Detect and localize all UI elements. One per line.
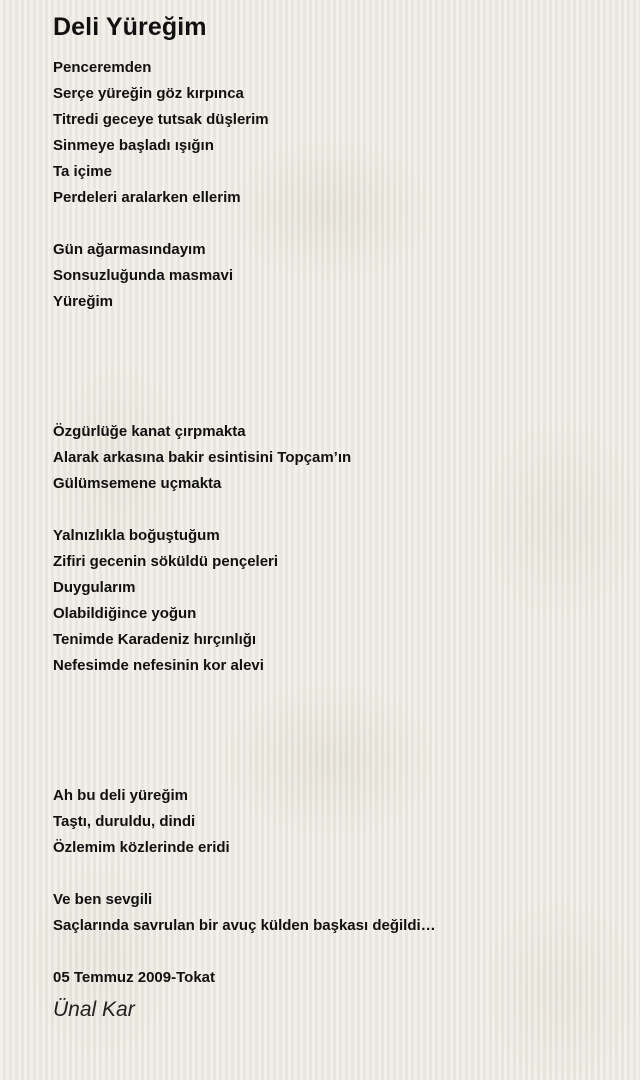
poem-line: Saçlarında savrulan bir avuç külden başkası değildi… bbox=[53, 917, 436, 934]
stanza-spacer bbox=[53, 497, 613, 523]
poem-line: Sinmeye başladı ışığın bbox=[53, 137, 214, 154]
stanza bbox=[53, 523, 613, 679]
section-spacer bbox=[53, 315, 613, 419]
date-line bbox=[53, 965, 613, 991]
poem-line: Ah bu deli yüreğim bbox=[53, 787, 189, 804]
stanza bbox=[53, 237, 613, 315]
poem-title: Deli Yüreğim bbox=[53, 13, 207, 41]
stanza bbox=[53, 887, 613, 939]
poem-date: 05 Temmuz 2009-Tokat bbox=[53, 969, 216, 986]
poem-line: Yalnızlıkla boğuştuğum bbox=[53, 527, 220, 544]
stanza bbox=[53, 783, 613, 861]
poem-author: Ünal Kar bbox=[53, 998, 135, 1021]
stanza-spacer bbox=[53, 861, 613, 887]
poem-line: Titredi geceye tutsak düşlerim bbox=[53, 111, 269, 128]
poem-line: Özgürlüğe kanat çırpmakta bbox=[53, 423, 246, 440]
poem-line: Serçe yüreğin göz kırpınca bbox=[53, 85, 244, 102]
section-spacer bbox=[53, 679, 613, 783]
poem-line: Gülümsemene uçmakta bbox=[53, 475, 222, 492]
poem-line: Olabildiğince yoğun bbox=[53, 605, 197, 622]
poem-line: Ta içime bbox=[53, 163, 112, 180]
poem-line: Ve ben sevgili bbox=[53, 891, 153, 908]
stanza bbox=[53, 55, 613, 211]
stanza bbox=[53, 419, 613, 497]
poem-line: Özlemim közlerinde eridi bbox=[53, 839, 230, 856]
stanza-spacer bbox=[53, 211, 613, 237]
poem-line: Tenimde Karadeniz hırçınlığı bbox=[53, 631, 257, 648]
poem-line: Sonsuzluğunda masmavi bbox=[53, 267, 234, 284]
poem-line: Duygularım bbox=[53, 579, 136, 596]
poem-line: Nefesimde nefesinin kor alevi bbox=[53, 657, 264, 674]
poem-line: Penceremden bbox=[53, 59, 152, 76]
poem-line: Alarak arkasına bakir esintisini Topçam’ın bbox=[53, 449, 352, 466]
stanza-spacer bbox=[53, 939, 613, 965]
poem-line: Perdeleri aralarken ellerim bbox=[53, 189, 241, 206]
poem-line: Yüreğim bbox=[53, 293, 114, 310]
poem-line: Taştı, duruldu, dindi bbox=[53, 813, 196, 830]
poem-line: Gün ağarmasındayım bbox=[53, 241, 206, 258]
poem-card bbox=[53, 10, 613, 1024]
poem-line: Zifiri gecenin söküldü pençeleri bbox=[53, 553, 279, 570]
poem-body bbox=[53, 55, 613, 991]
